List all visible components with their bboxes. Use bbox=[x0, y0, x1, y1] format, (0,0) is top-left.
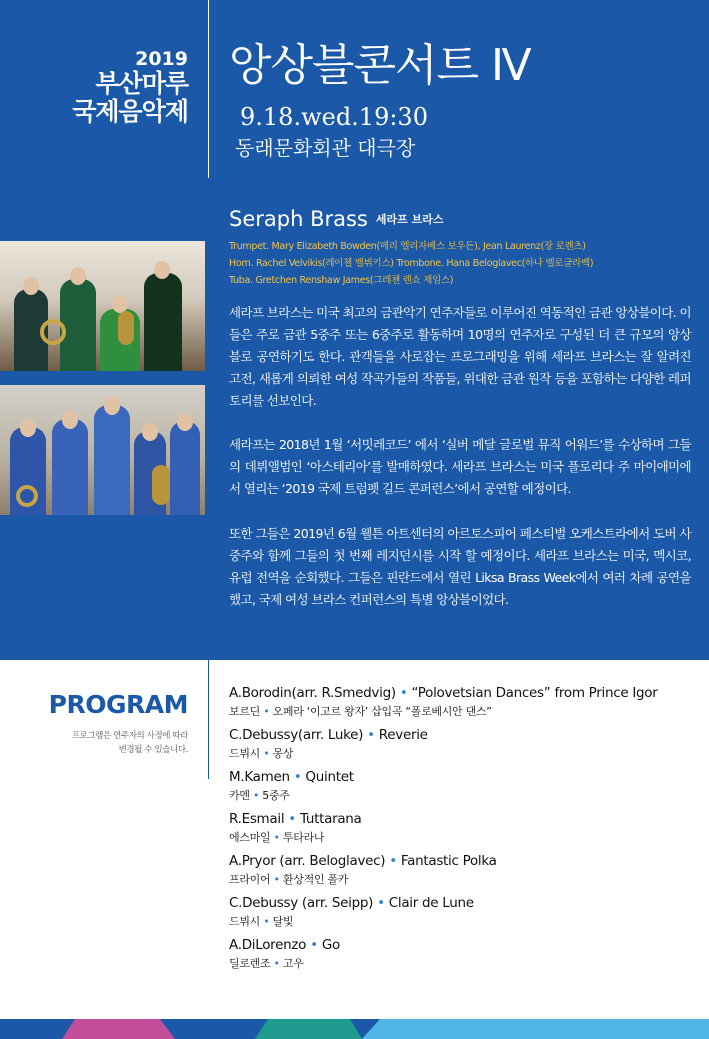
composer-en: C.Debussy(arr. Luke) bbox=[229, 727, 364, 743]
composer-kr: 프라이어 bbox=[229, 873, 271, 886]
composer-kr: 드뷔시 bbox=[229, 915, 260, 928]
performer-list bbox=[229, 238, 699, 289]
footer-decoration bbox=[0, 1019, 709, 1039]
ensemble-residency-paragraph: 또한 그들은 2019년 6월 웰튼 아트센터의 아르토스피어 페스티벌 오케스트라에서 도버 사중주와 함께 그들의 첫 번째 레지던시를 시작 할 예정이다. 세라프 브라스는 미국, 멕시코, 유럽 전역을 순회했다. 그들은 핀란드에서 열린 Liksa Brass Week에서 여러 차례 공연을 했고, 국제 여성 브라스 컨퍼런스의 특별 앙상블이었다. bbox=[229, 526, 691, 607]
composer-kr: 보르딘 bbox=[229, 705, 260, 718]
ensemble-name-en: Seraph Brass bbox=[229, 207, 368, 231]
festival-name-line2: 국제음악제 bbox=[72, 97, 188, 126]
bullet-icon: • bbox=[263, 705, 270, 718]
piece-kr: 환상적인 폴카 bbox=[282, 873, 349, 886]
bullet-icon: • bbox=[293, 769, 302, 785]
composer-en: A.Borodin(arr. R.Smedvig) bbox=[229, 685, 396, 701]
bullet-icon: • bbox=[273, 957, 280, 970]
piece-en: Tuttarana bbox=[299, 811, 362, 827]
piece-kr: 투타라나 bbox=[282, 831, 325, 844]
ensemble-name bbox=[229, 205, 443, 234]
ensemble-album-paragraph: 세라프는 2018년 1월 ‘서밋레코드’ 에서 ‘실버 메달 글로벌 뮤직 어워드’를 수상하며 그들의 데뷔앨범인 ‘아스테리아’를 발매하였다. 세라프 브라스는 미국 플로리다 주 마이애미에서 열리는 ‘2019 국제 트럼펫 길드 콘퍼런스’에서 공연할 예정이다. bbox=[229, 437, 691, 496]
composer-kr: 카멘 bbox=[229, 789, 250, 802]
ensemble-intro-paragraph: 세라프 브라스는 미국 최고의 금관악기 연주자들로 이루어진 역동적인 금관 앙상블이다. 이들은 주로 금관 5중주 또는 6중주로 활동하며 10명의 연주자로 구성된 더 큰 규모의 앙상블로 공연하기도 한다. 관객들을 사로잡는 프로그래밍을 위해 세라프 브라스는 잘 알려진 고전, 새롭게 의뢰한 여성 작곡가들의 작품들, 위대한 금관 원작 등을 포함하는 다양한 레퍼토리를 선보인다. bbox=[229, 305, 691, 408]
piece-kr: 5중주 bbox=[262, 789, 290, 802]
piece-kr: 오페라 ‘이고르 왕자’ 삽입곡 “폴로베시안 댄스” bbox=[272, 705, 492, 718]
bullet-icon: • bbox=[273, 873, 280, 886]
bullet-icon: • bbox=[399, 685, 408, 701]
composer-kr: 드뷔시 bbox=[229, 747, 260, 760]
festival-logo bbox=[72, 48, 188, 126]
piece-kr: 몽상 bbox=[272, 747, 294, 760]
program-item bbox=[229, 935, 699, 977]
program-note bbox=[8, 729, 188, 757]
program-note-line: 프로그램은 연주자의 사정에 따라 bbox=[71, 731, 188, 741]
composer-en: M.Kamen bbox=[229, 769, 290, 785]
header-divider bbox=[208, 0, 209, 178]
piece-en: Clair de Lune bbox=[388, 895, 474, 911]
piece-kr: 달빛 bbox=[272, 915, 294, 928]
program-item bbox=[229, 851, 699, 893]
bullet-icon: • bbox=[377, 895, 385, 911]
program-heading: PROGRAM bbox=[48, 690, 188, 719]
bullet-icon: • bbox=[273, 831, 280, 844]
concert-title: 앙상블콘서트 Ⅳ bbox=[229, 40, 531, 91]
composer-en: C.Debussy (arr. Seipp) bbox=[229, 895, 374, 911]
bullet-icon: • bbox=[288, 811, 296, 827]
performer-line: Tuba. Gretchen Renshaw James(그레첸 렌쇼 제임스) bbox=[229, 275, 454, 286]
program-item bbox=[229, 767, 699, 809]
ensemble-photo-seated bbox=[0, 241, 205, 371]
bullet-icon: • bbox=[310, 937, 318, 953]
program-item bbox=[229, 893, 699, 935]
composer-en: R.Esmail bbox=[229, 811, 285, 827]
festival-name-line1: 부산마루 bbox=[95, 69, 188, 98]
performer-line: Horn. Rachel Velvikis(레이첼 벨뷔키스) Trombone. Hana Beloglavec(하나 벨로글라벡) bbox=[229, 258, 594, 269]
concert-venue: 동래문화회관 대극장 bbox=[235, 136, 416, 160]
bullet-icon: • bbox=[367, 727, 375, 743]
concert-date: 9.18.wed.19:30 bbox=[240, 103, 428, 131]
program-item bbox=[229, 809, 699, 851]
composer-en: A.DiLorenzo bbox=[229, 937, 307, 953]
bullet-icon: • bbox=[263, 915, 270, 928]
composer-kr: 딜로렌조 bbox=[229, 957, 271, 970]
bullet-icon: • bbox=[263, 747, 270, 760]
bullet-icon: • bbox=[389, 853, 397, 869]
composer-kr: 에스마일 bbox=[229, 831, 271, 844]
piece-kr: 고우 bbox=[282, 957, 304, 970]
bullet-icon: • bbox=[252, 789, 260, 802]
program-item bbox=[229, 725, 699, 767]
program-list bbox=[229, 683, 699, 977]
program-divider bbox=[208, 659, 209, 779]
piece-en: Reverie bbox=[378, 727, 428, 743]
piece-en: “Polovetsian Dances” from Prince Igor bbox=[411, 685, 658, 701]
performer-line: Trumpet. Mary Elizabeth Bowden(메리 엘리자베스 보우든), Jean Laurenz(장 로렌츠) bbox=[229, 241, 586, 252]
piece-en: Go bbox=[321, 937, 340, 953]
piece-en: Fantastic Polka bbox=[400, 853, 497, 869]
festival-year: 2019 bbox=[135, 48, 188, 70]
piece-en: Quintet bbox=[305, 769, 354, 785]
program-note-line: 변경될 수 있습니다. bbox=[118, 745, 188, 755]
ensemble-name-kr: 세라프 브라스 bbox=[375, 213, 444, 226]
composer-en: A.Pryor (arr. Beloglavec) bbox=[229, 853, 386, 869]
ensemble-photo-standing bbox=[0, 385, 205, 515]
program-item bbox=[229, 683, 699, 725]
